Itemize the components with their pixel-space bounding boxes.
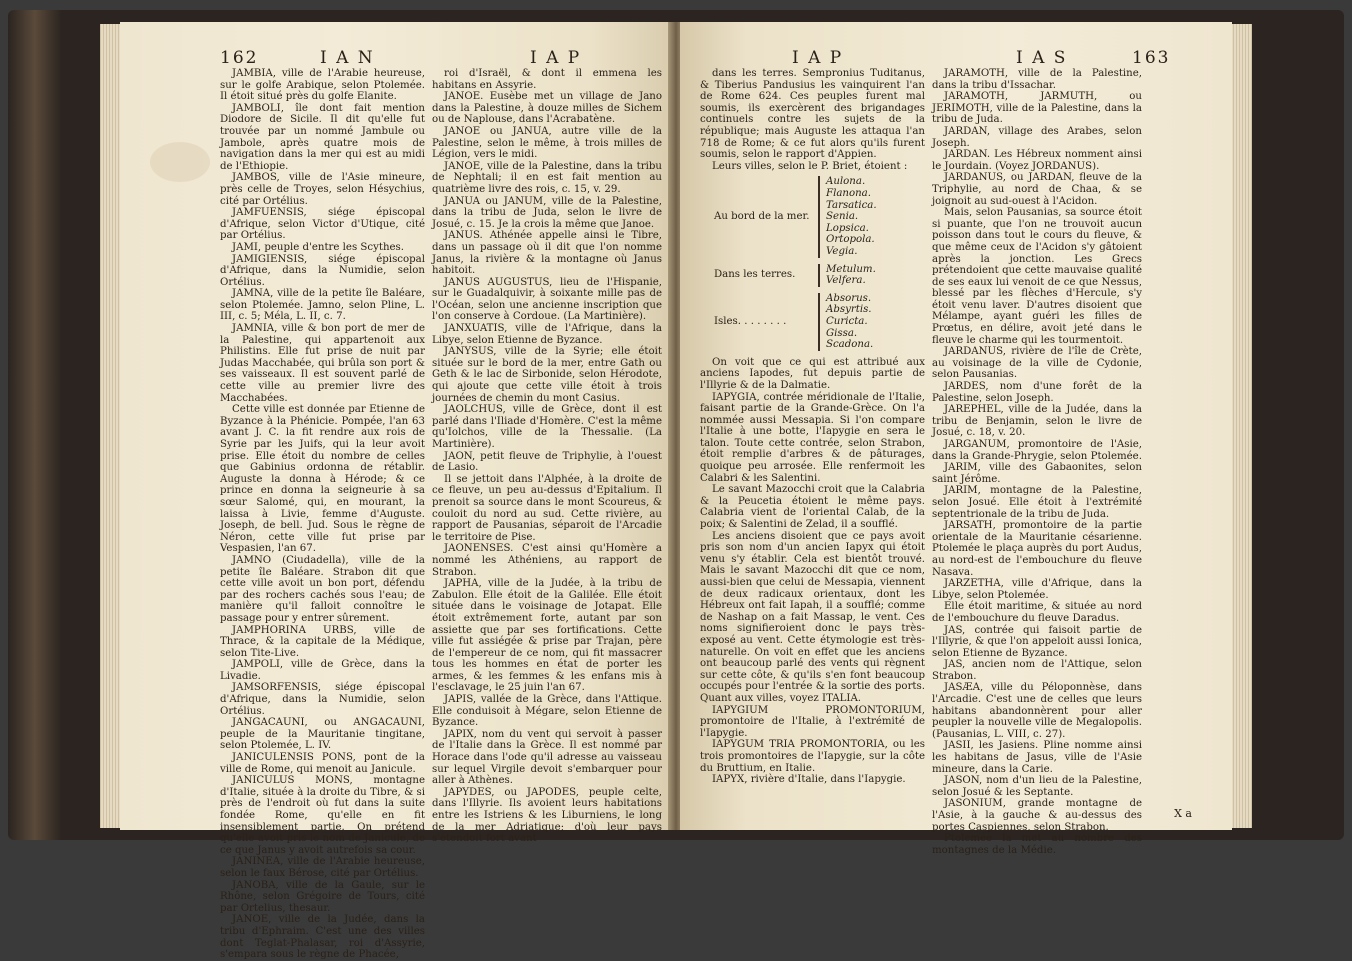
table-row-label: Au bord de la mer. <box>714 210 810 222</box>
table-row-label: Isles. . . . . . . . <box>714 315 787 327</box>
entry-paragraph: Il se jettoit dans l'Alphée, à la droite de ce fleuve, un peu au-dessus d'Epitalium. Il prenoit sa source dans le mont Scoureus, & couloit du nord au sud. Cette rivière, au rapport de Pausanias, séparoit de l'Arcadie le territoire de Pise. <box>432 473 662 543</box>
entry-paragraph: JANINEA, ville de l'Arabie heureuse, selon le faux Bérose, cité par Ortélius. <box>220 856 425 879</box>
entry-paragraph: JARSATH, promontoire de la partie orientale de la Mauritanie césarienne. Ptolemée le plaça auprès du port Audus, au nord-est de l'embouchure du fleuve Nasava. <box>932 520 1142 578</box>
entry-paragraph: JAMBOLI, île dont fait mention Diodore de Sicile. Il dit qu'elle fut trouvée par un nommé Jambule ou Jambole, après quatre mois de navigation dans la mer qui est au midi de l'Ethiopie. <box>220 102 425 172</box>
entry-paragraph: JAMPHORINA URBS, ville de Thrace, & la capitale de la Médique, selon Tite-Live. <box>220 624 425 659</box>
city-name: Gissa. <box>826 327 858 339</box>
foxing-spot <box>150 142 210 182</box>
entry-paragraph: JARGANUM, promontoire de l'Asie, dans la Grande-Phrygie, selon Ptolemée. <box>932 439 1142 462</box>
page-edges-right <box>1230 24 1252 828</box>
entry-paragraph: JANOBA, ville de la Gaule, sur le Rhône, selon Grégoire de Tours, cité par Ortelius, thesaur. <box>220 879 425 914</box>
entry-paragraph: JAMFUENSIS, siége épiscopal d'Afrique, selon Victor d'Utique, cité par Ortélius. <box>220 207 425 242</box>
entry-paragraph: IAPYGIUM PROMONTORIUM, promontoire de l'Italie, à l'extrémité de l'Iapygie. <box>700 704 925 739</box>
entry-paragraph: JAOLCHUS, ville de Grèce, dont il est parlé dans l'Iliade d'Homère. C'est la même qu'Iolchos, ville de la Thessalie. (La Martinière). <box>432 404 662 450</box>
entry-paragraph: Elle étoit maritime, & située au nord de l'embouchure du fleuve Daradus. <box>932 601 1142 624</box>
right-page <box>680 22 1232 856</box>
entry-paragraph: JAS, contrée qui faisoit partie de l'Illyrie, & que l'on appeloit aussi Ionica, selon Etienne de Byzance. <box>932 624 1142 659</box>
entry-paragraph: JAREPHEL, ville de la Judée, dans la tribu de Benjamin, selon le livre de Josué, c. 18, v. 20. <box>932 404 1142 439</box>
villes-table <box>700 176 925 352</box>
entry-paragraph: JASII, les Jasiens. Pline nomme ainsi les habitans de Jasus, ville de l'Asie mineure, dans la Carie. <box>932 740 1142 775</box>
entry-paragraph: JARAMOTH, JARMUTH, ou JERIMOTH, ville de la Palestine, dans la tribu de Juda. <box>932 91 1142 126</box>
running-head-left: I A N <box>320 48 375 68</box>
entry-paragraph: On voit que ce qui est attribué aux anciens Iapodes, fut depuis partie de l'Illyrie & de la Dalmatie. <box>700 356 925 391</box>
signature-mark: X a <box>1174 807 1192 820</box>
city-name: Curicta. <box>826 315 868 327</box>
entry-paragraph: JANOE, ville de la Palestine, dans la tribu de Nephtali; il en est fait mention au quatrième livre des rois, c. 15, v. 29. <box>432 160 662 195</box>
table-row <box>700 176 925 259</box>
entry-paragraph: IAPYX, rivière d'Italie, dans l'Iapygie. <box>712 774 906 786</box>
paragraph: dans les terres. Sempronius Tuditanus, & Tiberius Pandusius les vainquirent l'an de Rome 624. Ces peuples furent mal soumis, ils exercèrent des brigandages continuels contre les sujets de la république; mais Auguste les attaqua l'an 718 de Rome; & ce fut alors qu'ils furent soumis, selon le rapport d'Appien. <box>700 68 925 161</box>
city-name: Tarsatica. <box>826 199 877 211</box>
left-column-1 <box>220 68 425 961</box>
page-number-left: 162 <box>220 48 259 68</box>
entry-paragraph: roi d'Israël, & dont il emmena les habitans en Assyrie. <box>432 68 662 91</box>
brace-list <box>818 176 877 257</box>
entry-paragraph: JANGACAUNI, ou ANGACAUNI, peuple de la Mauritanie tingitane, selon Ptolemée, L. IV. <box>220 717 425 752</box>
entry-paragraph: JANUA ou JANUM, ville de la Palestine, dans la tribu de Juda, selon le livre de Josué, c. 15. Je la crois la même que Janoe. <box>432 195 662 230</box>
brace-list <box>818 264 876 287</box>
left-column-2 <box>432 68 662 845</box>
entry-paragraph: JANOE. Eusèbe met un village de Jano dans la Palestine, à douze milles de Sichem ou de Naplouse, dans l'Acrabatène. <box>432 91 662 126</box>
city-name: Aulona. <box>826 176 866 188</box>
entry-paragraph: Mais, selon Pausanias, sa source étoit si puante, que l'on ne trouvoit aucun poisson dans tout le cours du fleuve, & que même ceux de l'Acidon s'y gâtoient après la jonction. Les Grecs prétendoient que cette mauvaise qualité de ses eaux lui venoit de ce que Nessus, blessé par les flèches d'Hercule, s'y étoit venu laver. D'autres disoient que Mélampe, ayant guéri les filles de Prœtus, en délire, avoit jeté dans le fleuve le charme qui les tourmentoit. <box>932 207 1142 346</box>
entry-paragraph: JANOE, ville de la Judée, dans la tribu d'Ephraim. C'est une des villes dont Teglat-Phalasar, roi d'Assyrie, s'empara sous le règne de Phacée, <box>220 914 425 961</box>
city-name: Vegia. <box>826 245 858 257</box>
entry-paragraph: JASON, nom d'un lieu de la Palestine, selon Josué & les Septante. <box>932 775 1142 798</box>
right-column-2 <box>932 68 1142 856</box>
running-head-left: I A P <box>792 48 844 68</box>
city-name: Velfera. <box>826 275 866 287</box>
entry-paragraph: JARAMOTH, ville de la Palestine, dans la tribu d'Issachar. <box>932 68 1142 91</box>
entry-paragraph: JAMSORFENSIS, siége épiscopal d'Afrique, dans la Numidie, selon Ortélius. <box>220 682 425 717</box>
entry-paragraph: JAMNA, ville de la petite île Baléare, selon Ptolemée. Jamno, selon Pline, L. III, c. 5; Méla, L. II, c. 7. <box>220 288 425 323</box>
entry-paragraph: JANOE ou JANUA, autre ville de la Palestine, selon le même, à trois milles de Légion, vers le midi. <box>432 125 662 161</box>
entry-paragraph: Ptolemée la met au nombre des montagnes de la Médie. <box>932 833 1142 856</box>
city-name: Senia. <box>826 211 859 223</box>
entry-paragraph: JARDANUS, rivière de l'île de Crète, au voisinage de la ville de Cydonie, selon Pausanias. <box>932 346 1142 381</box>
entry-paragraph: JARZETHA, ville d'Afrique, dans la Libye, selon Ptolemée. <box>932 578 1142 601</box>
entry-paragraph: JAONENSES. C'est ainsi qu'Homère a nommé les Athéniens, au rapport de Strabon. <box>432 543 662 578</box>
entry-paragraph: JARDAN. Les Hébreux nomment ainsi le Jourdain. (Voyez JORDANUS). <box>932 149 1142 172</box>
entry-paragraph: JAMI, peuple d'entre les Scythes. <box>232 241 405 253</box>
paragraph: Leurs villes, selon le P. Briet, étoient : <box>712 160 908 172</box>
entry-paragraph: JAMIGIENSIS, siége épiscopal d'Afrique, dans la Numidie, selon Ortélius. <box>220 253 425 288</box>
entry-paragraph: IAPYGUM TRIA PROMONTORIA, ou les trois promontoires de l'Iapygie, sur la côte du Bruttium, en Italie. <box>700 739 925 774</box>
entry-paragraph: JAS, ancien nom de l'Attique, selon Strabon. <box>932 659 1142 682</box>
table-row <box>700 293 925 353</box>
entry-paragraph: JAPYDES, ou JAPODES, peuple celte, dans l'Illyrie. Ils avoient leurs habitations entre les Istriens & les Liburniens, le long de la mer Adriatique; d'où leur pays s'étendoit fort avant <box>432 786 662 845</box>
left-page <box>120 22 672 961</box>
entry-paragraph: JANICULUS MONS, montagne d'Italie, située à la droite du Tibre, & si près de l'endroit où fut dans la suite fondée Rome, qu'elle en fit insensiblement partie. On prétend qu'elle avoit pris le nom de Janicule, de ce que Janus y avoit autrefois sa cour. <box>220 775 425 856</box>
entry-paragraph: JAPIS, vallée de la Grèce, dans l'Attique. Elle conduisoit à Mégare, selon Etienne de Byzance. <box>432 694 662 729</box>
entry-paragraph: JARDAN, village des Arabes, selon Joseph. <box>932 125 1142 149</box>
entry-paragraph: Les anciens disoient que ce pays avoit pris son nom d'un ancien Iapyx qui étoit venu s'y établir. Cela est bientôt trouvé. Mais le savant Mazocchi dit que ce nom, aussi-bien que celui de Messapia, viennent de deux radicaux orientaux, dont les Hébreux ont fait Iapah, il a soufflé; comme de Nashap on a fait Massap, le vent. Ces noms signifieroient donc le pays très-exposé au vent. Cette étymologie est très-naturelle. On voit en effet que les anciens ont beaucoup parlé des vents qui règnent sur cette côte, & qu'ils s'en font beaucoup occupés pour l'entrée & la sortie des ports. Quant aux villes, voyez ITALIA. <box>700 530 925 704</box>
entry-paragraph: JARIM, ville des Gabaonites, selon saint Jérôme. <box>932 462 1142 485</box>
entry-paragraph: JANUS. Athénée appelle ainsi le Tibre, dans un passage où il dit que l'on nomme Janus, la rivière & la montagne où Janus habitoit. <box>432 230 662 277</box>
entry-paragraph: JAMBIA, ville de l'Arabie heureuse, sur le golfe Arabique, selon Ptolemée. Il étoit situé près du golfe Elanite. <box>220 68 425 103</box>
running-head-right: I A S <box>1016 48 1068 68</box>
entry-paragraph: IAPYGIA, contrée méridionale de l'Italie, faisant partie de la Grande-Grèce. On l'a nommée aussi Messapia. Si l'on compare l'Italie à une botte, l'Iapygie en sera le talon. Toute cette contrée, selon Strabon, étoit remplie d'arbres & de pâturages, quoique peu arrosée. Elle renfermoit les Calabri & les Salentini. <box>700 391 925 484</box>
running-head-right: I A P <box>530 48 582 68</box>
page-number-right: 163 <box>1132 48 1171 68</box>
entry-paragraph: JAMNIA, ville & bon port de mer de la Palestine, qui appartenoit aux Philistins. Elle fut prise de nuit par Judas Macchabée, qui brûla son port & ses vaisseaux. Il est souvent parlé de cette ville au premier livre des Macchabées. <box>220 323 425 404</box>
entry-paragraph: Le savant Mazocchi croit que la Calabria & la Peucetia étoient le même pays. Calabria vient de l'oriental Calab, de la poix; & Salentini de Zelad, il a soufflé. <box>700 484 925 531</box>
entry-paragraph: Cette ville est donnée par Etienne de Byzance à la Phénicie. Pompée, l'an 63 avant J. C. la fit rendre aux rois de Syrie par les Juifs, qui la leur avoit prise. Elle étoit du nombre de celles que Gabinius ordonna de rétablir. Auguste la donna à Hérode; & ce prince en donna la seigneurie à sa sœur Salomé, qui, en mourant, la laissa à Livie, femme d'Auguste. Joseph, de bell. Jud. Sous le règne de Néron, cette ville fut prise par Vespasien, l'an 67. <box>220 404 425 555</box>
entry-paragraph: JAPHA, ville de la Judée, à la tribu de Zabulon. Elle étoit de la Galilée. Elle étoit située dans le voisinage de Jotapat. Elle étoit extrêmement forte, autant par son assiette que par ses fortifications. Cette ville fut assiégée & prise par Trajan, père de l'empereur de ce nom, qui fit massacrer tous les hommes en état de porter les armes, & les femmes & les enfans mis à l'esclavage, le 25 juin l'an 67. <box>432 578 662 694</box>
entry-paragraph: JARDANUS, ou JARDAN, fleuve de la Triphylie, au nord de Chaa, & se joignoit au sud-ouest à l'Acidon. <box>932 172 1142 207</box>
entry-paragraph: JANUS AUGUSTUS, lieu de l'Hispanie, sur le Guadalquivir, à soixante mille pas de l'Océan, selon une ancienne inscription que l'on conserve à Cordoue. (La Martinière). <box>432 276 662 323</box>
entry-paragraph: JAON, petit fleuve de Triphylie, à l'ouest de Lasio. <box>432 450 662 474</box>
entry-paragraph: JANICULENSIS PONS, pont de la ville de Rome, qui menoit au Janicule. <box>220 752 425 775</box>
city-name: Scadona. <box>826 339 874 351</box>
entry-paragraph: JAMNO (Ciudadella), ville de la petite île Baléare. Strabon dit que cette ville avoit un bon port, défendu par des rochers cachés sous l'eau; de manière qu'il falloit connoître le passage pour y entrer sûrement. <box>220 554 425 624</box>
city-name: Flanona. <box>826 187 871 199</box>
entry-paragraph: JARIM, montagne de la Palestine, selon Josué. Elle étoit à l'extrémité septentrionale de la tribu de Juda. <box>932 485 1142 520</box>
entry-paragraph: JANXUATIS, ville de l'Afrique, dans la Libye, selon Etienne de Byzance. <box>432 323 662 346</box>
entry-paragraph: JAPIX, nom du vent qui servoit à passer de l'Italie dans la Grèce. Il est nommé par Horace dans l'ode qu'il adresse au vaisseau sur lequel Virgile devoit s'embarquer pour aller à Athènes. <box>432 728 662 787</box>
entry-paragraph: JANYSUS, ville de la Syrie; elle étoit située sur le bord de la mer, entre Gath ou Geth & le lac de Sirbonide, selon Hérodote, qui ajoute que cette ville étoit à trois journées de chemin du mont Casius. <box>432 346 662 404</box>
city-name: Absorus. <box>826 292 872 304</box>
city-name: Metulum. <box>826 263 876 275</box>
entry-paragraph: JARDES, nom d'une forêt de la Palestine, selon Joseph. <box>932 381 1142 404</box>
page-edges-left <box>100 24 122 828</box>
city-name: Lopsica. <box>826 222 869 234</box>
entry-paragraph: JAMPOLI, ville de Grèce, dans la Livadie. <box>220 659 425 682</box>
entry-paragraph: JASÆA, ville du Péloponnèse, dans l'Arcadie. C'est une de celles que leurs habitans abandonnèrent pour aller peupler la nouvelle ville de Megalopolis. (Pausanias, L. VIII, c. 27). <box>932 682 1142 740</box>
brace-list <box>818 293 873 351</box>
table-row-label: Dans les terres. <box>714 269 796 281</box>
table-row <box>700 264 925 289</box>
city-name: Ortopola. <box>826 234 875 246</box>
city-name: Absyrtis. <box>826 304 872 316</box>
entry-paragraph: JASONIUM, grande montagne de l'Asie, à la gauche & au-dessus des portes Caspiennes, selon Strabon. <box>932 798 1142 833</box>
entry-paragraph: JAMBOS, ville de l'Asie mineure, près celle de Troyes, selon Hésychius, cité par Ortélius. <box>220 172 425 207</box>
right-column-1 <box>700 68 925 786</box>
